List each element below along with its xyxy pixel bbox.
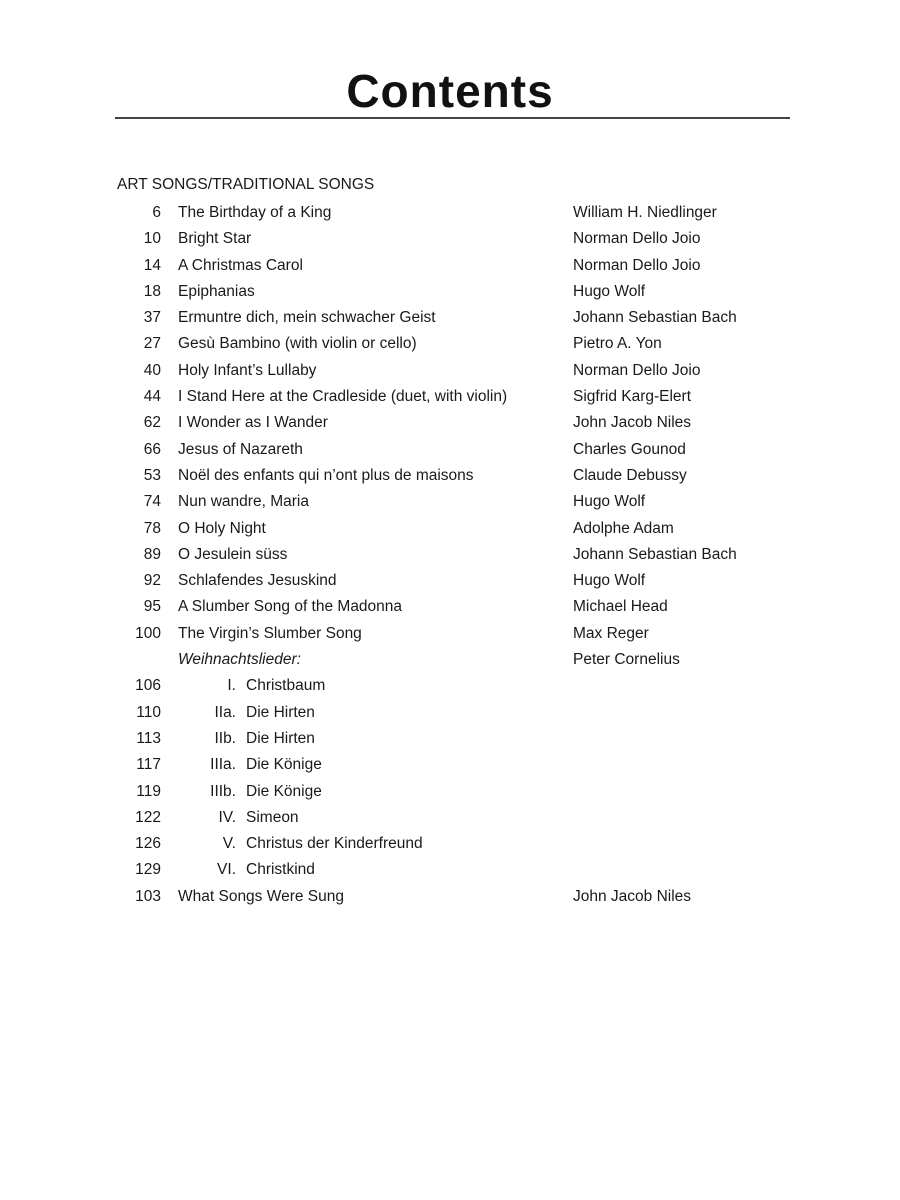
- toc-entry: [0, 279, 900, 305]
- song-title: A Slumber Song of the Madonna: [178, 598, 403, 616]
- page-number: 27: [143, 335, 161, 353]
- page-number: 110: [136, 703, 161, 721]
- song-title: I Stand Here at the Cradleside (duet, with violin): [178, 388, 508, 406]
- song-title: Schlafendes Jesuskind: [178, 572, 337, 590]
- toc-entry: [0, 621, 900, 647]
- page-number: 66: [143, 440, 161, 458]
- roman-numeral: VI.: [217, 861, 236, 879]
- composer-name: Norman Dello Joio: [573, 256, 701, 274]
- composer-name: Pietro A. Yon: [573, 335, 662, 353]
- song-title: I Wonder as I Wander: [178, 414, 328, 432]
- song-title: A Christmas Carol: [178, 256, 303, 274]
- composer-name: Johann Sebastian Bach: [573, 545, 737, 563]
- song-title: Simeon: [246, 808, 299, 826]
- composer-name: Charles Gounod: [573, 440, 686, 458]
- toc-entry: [0, 805, 900, 831]
- toc-entry: [0, 831, 900, 857]
- toc-entry: [0, 779, 900, 805]
- toc-entry: [0, 726, 900, 752]
- song-title: O Holy Night: [178, 519, 266, 537]
- page-number: 78: [143, 519, 161, 537]
- song-title: Gesù Bambino (with violin or cello): [178, 335, 417, 353]
- song-title: Die Hirten: [246, 729, 315, 747]
- page-number: 113: [136, 729, 161, 747]
- composer-name: Norman Dello Joio: [573, 230, 701, 248]
- page-number: 10: [143, 230, 161, 248]
- roman-numeral: I.: [227, 677, 236, 695]
- song-title: Die Hirten: [246, 703, 315, 721]
- composer-name: John Jacob Niles: [573, 887, 692, 905]
- roman-numeral: V.: [222, 835, 236, 853]
- song-title: Christbaum: [246, 677, 326, 695]
- song-title: Christkind: [246, 861, 315, 879]
- page-number: 89: [143, 545, 161, 563]
- composer-name: Hugo Wolf: [573, 572, 646, 590]
- page-number: 122: [135, 808, 161, 826]
- song-title: Die Könige: [246, 782, 322, 800]
- page-number: 62: [143, 414, 161, 432]
- toc-entry: [0, 226, 900, 252]
- composer-name: Adolphe Adam: [573, 519, 674, 537]
- song-title: The Virgin’s Slumber Song: [178, 624, 362, 642]
- roman-numeral: IV.: [218, 808, 236, 826]
- composer-name: John Jacob Niles: [573, 414, 692, 432]
- song-title: Die Könige: [246, 756, 322, 774]
- section-heading: ART SONGS/TRADITIONAL SONGS: [117, 176, 375, 193]
- page-number: 126: [135, 835, 161, 853]
- toc-entry: [0, 200, 900, 226]
- toc-entry: [0, 542, 900, 568]
- toc-entry: [0, 673, 900, 699]
- page-number: 100: [135, 624, 161, 642]
- song-title: O Jesulein süss: [178, 545, 288, 563]
- roman-numeral: IIIa.: [210, 756, 236, 774]
- page-number: 103: [135, 887, 161, 905]
- composer-name: Norman Dello Joio: [573, 361, 701, 379]
- song-title: Noël des enfants qui n’ont plus de maisons: [178, 466, 474, 484]
- page-number: 18: [143, 282, 161, 300]
- toc-entry: [0, 700, 900, 726]
- toc-entry: [0, 463, 900, 489]
- song-title: The Birthday of a King: [178, 204, 332, 221]
- composer-name: Sigfrid Karg-Elert: [573, 388, 692, 406]
- page-number: 129: [135, 861, 161, 879]
- toc-entry: [0, 594, 900, 620]
- page-number: 53: [143, 466, 161, 484]
- song-title: Holy Infant’s Lullaby: [178, 361, 317, 379]
- song-title: Ermuntre dich, mein schwacher Geist: [178, 309, 436, 327]
- page-number: 117: [136, 756, 161, 774]
- title-rule: [115, 117, 790, 119]
- song-title: Epiphanias: [178, 282, 255, 300]
- page-title: Contents: [346, 65, 554, 117]
- composer-name: Johann Sebastian Bach: [573, 309, 737, 327]
- toc-entry: [0, 647, 900, 673]
- toc-entry: [0, 489, 900, 515]
- page-number: 95: [143, 598, 161, 616]
- page-number: 106: [135, 677, 161, 695]
- roman-numeral: IIIb.: [210, 782, 236, 800]
- toc-entry: [0, 253, 900, 279]
- song-title: Christus der Kinderfreund: [246, 835, 423, 853]
- toc-entry: [0, 568, 900, 594]
- composer-name: Hugo Wolf: [573, 282, 646, 300]
- contents-list: [0, 200, 900, 910]
- song-title: What Songs Were Sung: [178, 887, 344, 905]
- toc-entry: [0, 410, 900, 436]
- toc-entry: [0, 884, 900, 910]
- toc-entry: [0, 516, 900, 542]
- page-number: 44: [143, 388, 161, 406]
- toc-entry: [0, 331, 900, 357]
- page-number: 40: [143, 361, 161, 379]
- toc-entry: [0, 752, 900, 778]
- roman-numeral: IIa.: [214, 703, 236, 721]
- composer-name: Peter Cornelius: [573, 651, 680, 669]
- toc-entry: [0, 358, 900, 384]
- song-title: Weihnachtslieder:: [178, 651, 301, 669]
- page-number: 74: [143, 493, 161, 511]
- roman-numeral: IIb.: [214, 729, 236, 747]
- song-title: Jesus of Nazareth: [178, 440, 303, 458]
- toc-entry: [0, 384, 900, 410]
- page-number: 6: [152, 204, 161, 221]
- composer-name: Michael Head: [573, 598, 668, 616]
- composer-name: Max Reger: [573, 624, 649, 642]
- page-number: 37: [143, 309, 161, 327]
- page-number: 92: [143, 572, 161, 590]
- page-number: 14: [143, 256, 161, 274]
- toc-entry: [0, 857, 900, 883]
- composer-name: William H. Niedlinger: [573, 204, 717, 221]
- song-title: Nun wandre, Maria: [178, 493, 309, 511]
- page-number: 119: [136, 782, 161, 800]
- toc-entry: [0, 437, 900, 463]
- composer-name: Hugo Wolf: [573, 493, 646, 511]
- song-title: Bright Star: [178, 230, 252, 248]
- composer-name: Claude Debussy: [573, 466, 687, 484]
- toc-entry: [0, 305, 900, 331]
